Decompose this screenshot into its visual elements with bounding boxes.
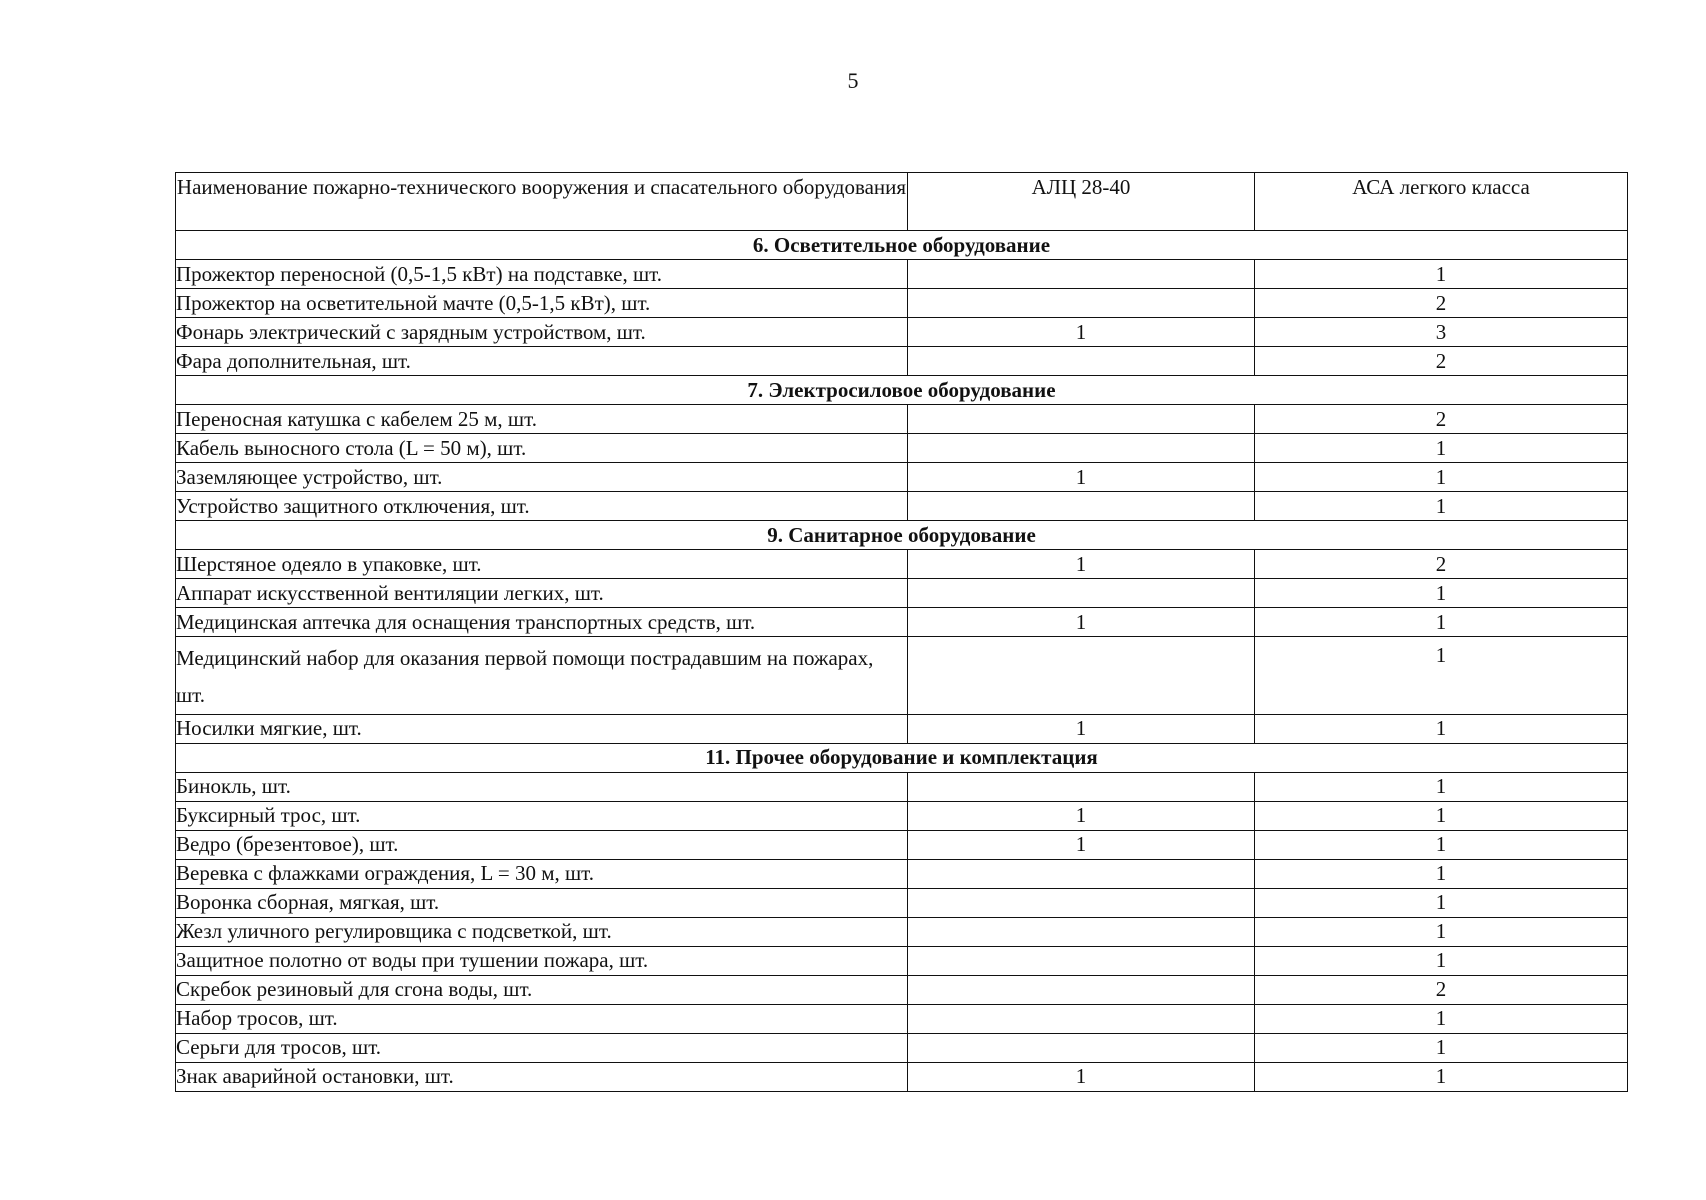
asa-quantity-cell: 1: [1255, 637, 1628, 715]
alc-quantity-cell: [908, 579, 1255, 608]
item-name-cell: Носилки мягкие, шт.: [176, 714, 908, 743]
asa-quantity-cell: 2: [1255, 975, 1628, 1004]
section-header-row: [176, 231, 1628, 260]
table-row: [176, 260, 1628, 289]
item-name-cell: Ведро (брезентовое), шт.: [176, 830, 908, 859]
alc-quantity-cell: [908, 772, 1255, 801]
table-row: [176, 946, 1628, 975]
table-row: [176, 1033, 1628, 1062]
item-name-cell: Устройство защитного отключения, шт.: [176, 492, 908, 521]
alc-quantity-cell: [908, 917, 1255, 946]
item-name-cell: Защитное полотно от воды при тушении пожара, шт.: [176, 946, 908, 975]
item-name-cell: Прожектор на осветительной мачте (0,5-1,5 кВт), шт.: [176, 289, 908, 318]
asa-quantity-cell: 1: [1255, 888, 1628, 917]
item-name-cell: Бинокль, шт.: [176, 772, 908, 801]
table-row: [176, 637, 1628, 715]
table-row: [176, 463, 1628, 492]
asa-quantity-cell: 1: [1255, 714, 1628, 743]
alc-quantity-cell: 1: [908, 830, 1255, 859]
header-equipment-name: Наименование пожарно-технического вооружения и спасательного оборудования: [176, 173, 908, 231]
table-row: [176, 859, 1628, 888]
table-row: [176, 888, 1628, 917]
page-number: 5: [847, 68, 859, 93]
table-row: [176, 714, 1628, 743]
item-name-cell: Медицинская аптечка для оснащения транспортных средств, шт.: [176, 608, 908, 637]
alc-quantity-cell: 1: [908, 318, 1255, 347]
alc-quantity-cell: [908, 888, 1255, 917]
alc-quantity-cell: [908, 1004, 1255, 1033]
alc-quantity-cell: 1: [908, 714, 1255, 743]
table-row: [176, 579, 1628, 608]
asa-quantity-cell: 2: [1255, 289, 1628, 318]
item-name-cell: Заземляющее устройство, шт.: [176, 463, 908, 492]
asa-quantity-cell: 1: [1255, 859, 1628, 888]
asa-quantity-cell: 1: [1255, 434, 1628, 463]
alc-quantity-cell: [908, 975, 1255, 1004]
alc-quantity-cell: 1: [908, 550, 1255, 579]
asa-quantity-cell: 1: [1255, 579, 1628, 608]
table-row: [176, 289, 1628, 318]
item-name-cell: Воронка сборная, мягкая, шт.: [176, 888, 908, 917]
alc-quantity-cell: [908, 405, 1255, 434]
asa-quantity-cell: 3: [1255, 318, 1628, 347]
asa-quantity-cell: 1: [1255, 1004, 1628, 1033]
table-row: [176, 318, 1628, 347]
alc-quantity-cell: [908, 637, 1255, 715]
item-name-cell: Скребок резиновый для сгона воды, шт.: [176, 975, 908, 1004]
asa-quantity-cell: 1: [1255, 946, 1628, 975]
table-row: [176, 608, 1628, 637]
table-row: [176, 917, 1628, 946]
alc-quantity-cell: [908, 289, 1255, 318]
section-header-row: [176, 376, 1628, 405]
section-title: 7. Электросиловое оборудование: [176, 376, 1628, 405]
item-name-cell: Набор тросов, шт.: [176, 1004, 908, 1033]
asa-quantity-cell: 1: [1255, 260, 1628, 289]
table-row: [176, 347, 1628, 376]
asa-quantity-cell: 2: [1255, 550, 1628, 579]
table-row: [176, 1004, 1628, 1033]
table-row: [176, 434, 1628, 463]
item-name-cell: Прожектор переносной (0,5-1,5 кВт) на подставке, шт.: [176, 260, 908, 289]
table-body: [176, 231, 1628, 1092]
asa-quantity-cell: 1: [1255, 1033, 1628, 1062]
item-name-cell: Переносная катушка с кабелем 25 м, шт.: [176, 405, 908, 434]
table-row: [176, 830, 1628, 859]
section-header-row: [176, 521, 1628, 550]
alc-quantity-cell: [908, 946, 1255, 975]
section-title: 11. Прочее оборудование и комплектация: [176, 743, 1628, 772]
asa-quantity-cell: 2: [1255, 347, 1628, 376]
item-name-cell: Медицинский набор для оказания первой помощи пострадавшим на пожарах, шт.: [176, 637, 908, 715]
alc-quantity-cell: [908, 1033, 1255, 1062]
table-row: [176, 492, 1628, 521]
table-header-row: [176, 173, 1628, 231]
asa-quantity-cell: 1: [1255, 772, 1628, 801]
alc-quantity-cell: [908, 260, 1255, 289]
alc-quantity-cell: [908, 492, 1255, 521]
table-row: [176, 1062, 1628, 1091]
alc-quantity-cell: 1: [908, 463, 1255, 492]
item-name-cell: Серьги для тросов, шт.: [176, 1033, 908, 1062]
table-row: [176, 801, 1628, 830]
alc-quantity-cell: [908, 859, 1255, 888]
header-alc-28-40: АЛЦ 28-40: [908, 173, 1255, 231]
section-title: 9. Санитарное оборудование: [176, 521, 1628, 550]
item-name-cell: Знак аварийной остановки, шт.: [176, 1062, 908, 1091]
alc-quantity-cell: [908, 434, 1255, 463]
item-name-cell: Кабель выносного стола (L = 50 м), шт.: [176, 434, 908, 463]
item-name-cell: Буксирный трос, шт.: [176, 801, 908, 830]
section-header-row: [176, 743, 1628, 772]
table-row: [176, 550, 1628, 579]
alc-quantity-cell: [908, 347, 1255, 376]
item-name-cell: Аппарат искусственной вентиляции легких, шт.: [176, 579, 908, 608]
item-name-cell: Шерстяное одеяло в упаковке, шт.: [176, 550, 908, 579]
asa-quantity-cell: 1: [1255, 608, 1628, 637]
item-name-cell: Фонарь электрический с зарядным устройством, шт.: [176, 318, 908, 347]
asa-quantity-cell: 1: [1255, 801, 1628, 830]
header-asa-light: АСА легкого класса: [1255, 173, 1628, 231]
item-name-cell: Фара дополнительная, шт.: [176, 347, 908, 376]
asa-quantity-cell: 1: [1255, 463, 1628, 492]
alc-quantity-cell: 1: [908, 801, 1255, 830]
equipment-table: [175, 172, 1628, 1092]
asa-quantity-cell: 1: [1255, 1062, 1628, 1091]
alc-quantity-cell: 1: [908, 1062, 1255, 1091]
section-title: 6. Осветительное оборудование: [176, 231, 1628, 260]
asa-quantity-cell: 1: [1255, 492, 1628, 521]
asa-quantity-cell: 2: [1255, 405, 1628, 434]
alc-quantity-cell: 1: [908, 608, 1255, 637]
asa-quantity-cell: 1: [1255, 830, 1628, 859]
asa-quantity-cell: 1: [1255, 917, 1628, 946]
item-name-cell: Веревка с флажками ограждения, L = 30 м, шт.: [176, 859, 908, 888]
item-name-cell: Жезл уличного регулировщика с подсветкой, шт.: [176, 917, 908, 946]
table-row: [176, 772, 1628, 801]
table-row: [176, 975, 1628, 1004]
table-row: [176, 405, 1628, 434]
